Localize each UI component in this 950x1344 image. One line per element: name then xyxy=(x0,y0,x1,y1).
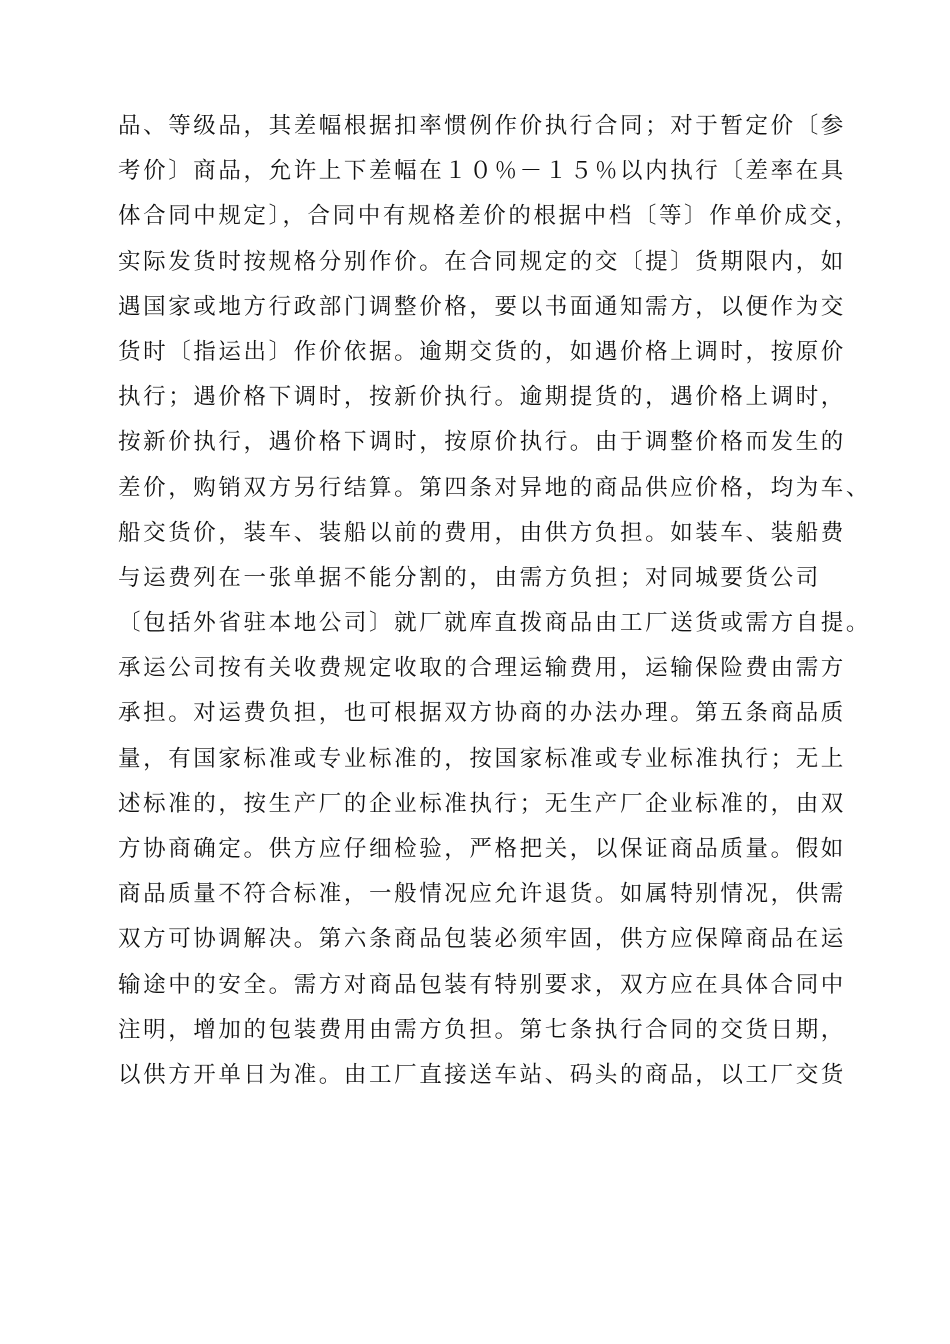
text-line: 考价〕商品，允许上下差幅在１０％－１５％以内执行〔差率在具 xyxy=(118,158,846,185)
contract-body-text xyxy=(118,104,872,1098)
text-line: 按新价执行，遇价格下调时，按原价执行。由于调整价格而发生的 xyxy=(118,429,846,456)
text-line: 输途中的安全。需方对商品包装有特别要求，双方应在具体合同中 xyxy=(118,971,846,998)
text-line: 与运费列在一张单据不能分割的，由需方负担；对同城要货公司 xyxy=(118,564,821,591)
text-line: 以供方开单日为准。由工厂直接送车站、码头的商品，以工厂交货 xyxy=(118,1061,846,1088)
text-line: 量，有国家标准或专业标准的，按国家标准或专业标准执行；无上 xyxy=(118,745,846,772)
text-line: 品、等级品，其差幅根据扣率惯例作价执行合同；对于暂定价〔参 xyxy=(118,113,846,139)
text-line: 差价，购销双方另行结算。第四条对异地的商品供应价格，均为车、 xyxy=(118,474,872,501)
text-line: 船交货价，装车、装船以前的费用，由供方负担。如装车、装船费 xyxy=(118,519,846,546)
text-line: 承运公司按有关收费规定收取的合理运输费用，运输保险费由需方 xyxy=(118,655,846,682)
text-line: 注明，增加的包装费用由需方负担。第七条执行合同的交货日期， xyxy=(118,1016,846,1043)
text-line: 货时〔指运出〕作价依据。逾期交货的，如遇价格上调时，按原价 xyxy=(118,338,846,365)
text-line: 承担。对运费负担，也可根据双方协商的办法办理。第五条商品质 xyxy=(118,700,846,727)
text-line: 体合同中规定〕，合同中有规格差价的根据中档〔等〕作单价成交， xyxy=(118,203,860,230)
text-line: 〔包括外省驻本地公司〕就厂就库直拨商品由工厂送货或需方自提。 xyxy=(118,610,872,637)
text-line: 实际发货时按规格分别作价。在合同规定的交〔提〕货期限内，如 xyxy=(118,248,846,275)
text-line: 方协商确定。供方应仔细检验，严格把关，以保证商品质量。假如 xyxy=(118,836,846,862)
text-line: 执行；遇价格下调时，按新价执行。逾期提货的，遇价格上调时， xyxy=(118,384,846,411)
text-line: 遇国家或地方行政部门调整价格，要以书面通知需方，以便作为交 xyxy=(118,293,846,320)
text-line: 双方可协调解决。第六条商品包装必须牢固，供方应保障商品在运 xyxy=(118,926,846,953)
text-line: 商品质量不符合标准，一般情况应允许退货。如属特别情况，供需 xyxy=(118,881,846,908)
text-line: 述标准的，按生产厂的企业标准执行；无生产厂企业标准的，由双 xyxy=(118,790,846,817)
